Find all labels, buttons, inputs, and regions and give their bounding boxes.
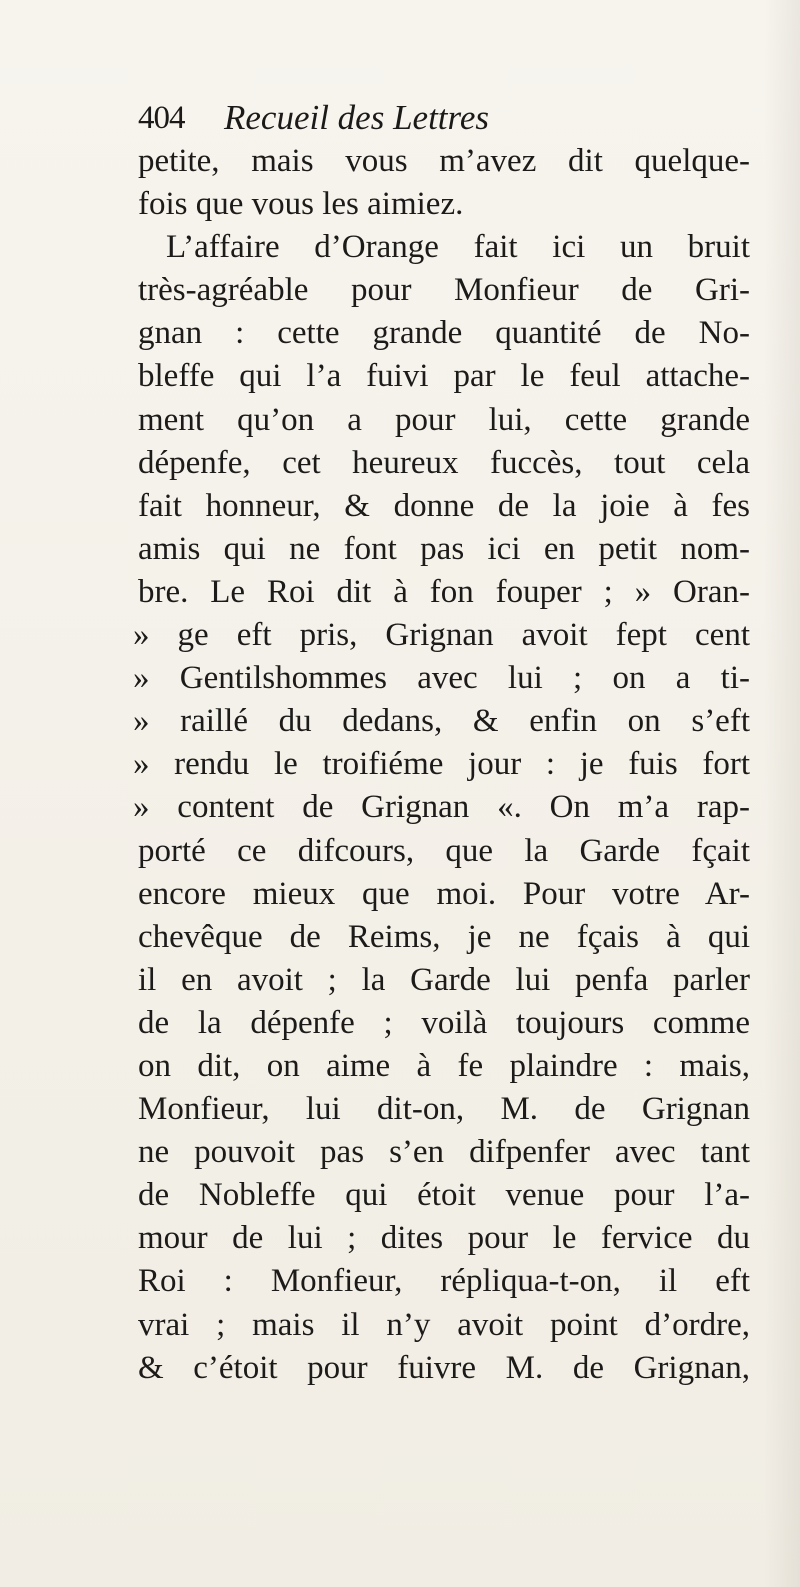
body-text [133,140,750,1390]
text-line: bleffe qui l’a fuivi par le feul attache- [138,358,750,395]
text-line: chevêque de Reims, je ne fçais à qui [138,918,750,955]
text-line: encore mieux que moi. Pour votre Ar- [138,875,750,912]
text-line: » Gentilshommes avec lui ; on a ti- [133,660,750,697]
text-line: » content de Grignan «. On m’a rap- [133,789,750,826]
text-line: porté ce difcours, que la Garde fçait [138,832,750,869]
text-line: L’affaire d’Orange fait ici un bruit [166,229,750,266]
page-edge-shadow [764,0,800,1587]
text-line: de la dépenfe ; voilà toujours comme [138,1004,750,1041]
text-line: vrai ; mais il n’y avoit point d’ordre, [138,1306,750,1343]
text-line: de Nobleffe qui étoit venue pour l’a- [138,1177,750,1214]
text-line: » ge eft pris, Grignan avoit fept cent [133,617,750,654]
page-header [138,96,698,146]
text-line: mour de lui ; dites pour le fervice du [138,1220,750,1257]
text-line: dépenfe, cet heureux fuccès, tout cela [138,444,750,481]
running-title: Recueil des Lettres [224,98,490,137]
text-line: Roi : Monfieur, répliqua-t-on, il eft [138,1263,750,1300]
text-line: & c’étoit pour fuivre M. de Grignan, [138,1349,750,1386]
text-line: ment qu’on a pour lui, cette grande [138,401,750,438]
text-line: fois que vous les aimiez. [138,186,464,223]
text-line: bre. Le Roi dit à fon fouper ; » Oran- [138,573,750,610]
text-line: on dit, on aime à fe plaindre : mais, [138,1047,750,1084]
page-number: 404 [138,100,185,136]
text-line: fait honneur, & donne de la joie à fes [138,487,750,524]
text-line: très-agréable pour Monfieur de Gri- [138,272,750,309]
text-line: Monfieur, lui dit-on, M. de Grignan [138,1091,750,1128]
text-line: petite, mais vous m’avez dit quelque- [138,143,750,179]
text-line: » rendu le troifiéme jour : je fuis fort [133,746,750,783]
text-line: gnan : cette grande quantité de No- [138,315,750,352]
text-line: » raillé du dedans, & enfin on s’eft [133,703,750,740]
text-line: amis qui ne font pas ici en petit nom- [138,530,750,567]
text-line: ne pouvoit pas s’en difpenfer avec tant [138,1134,750,1171]
text-line: il en avoit ; la Garde lui penfa parler [138,961,750,998]
